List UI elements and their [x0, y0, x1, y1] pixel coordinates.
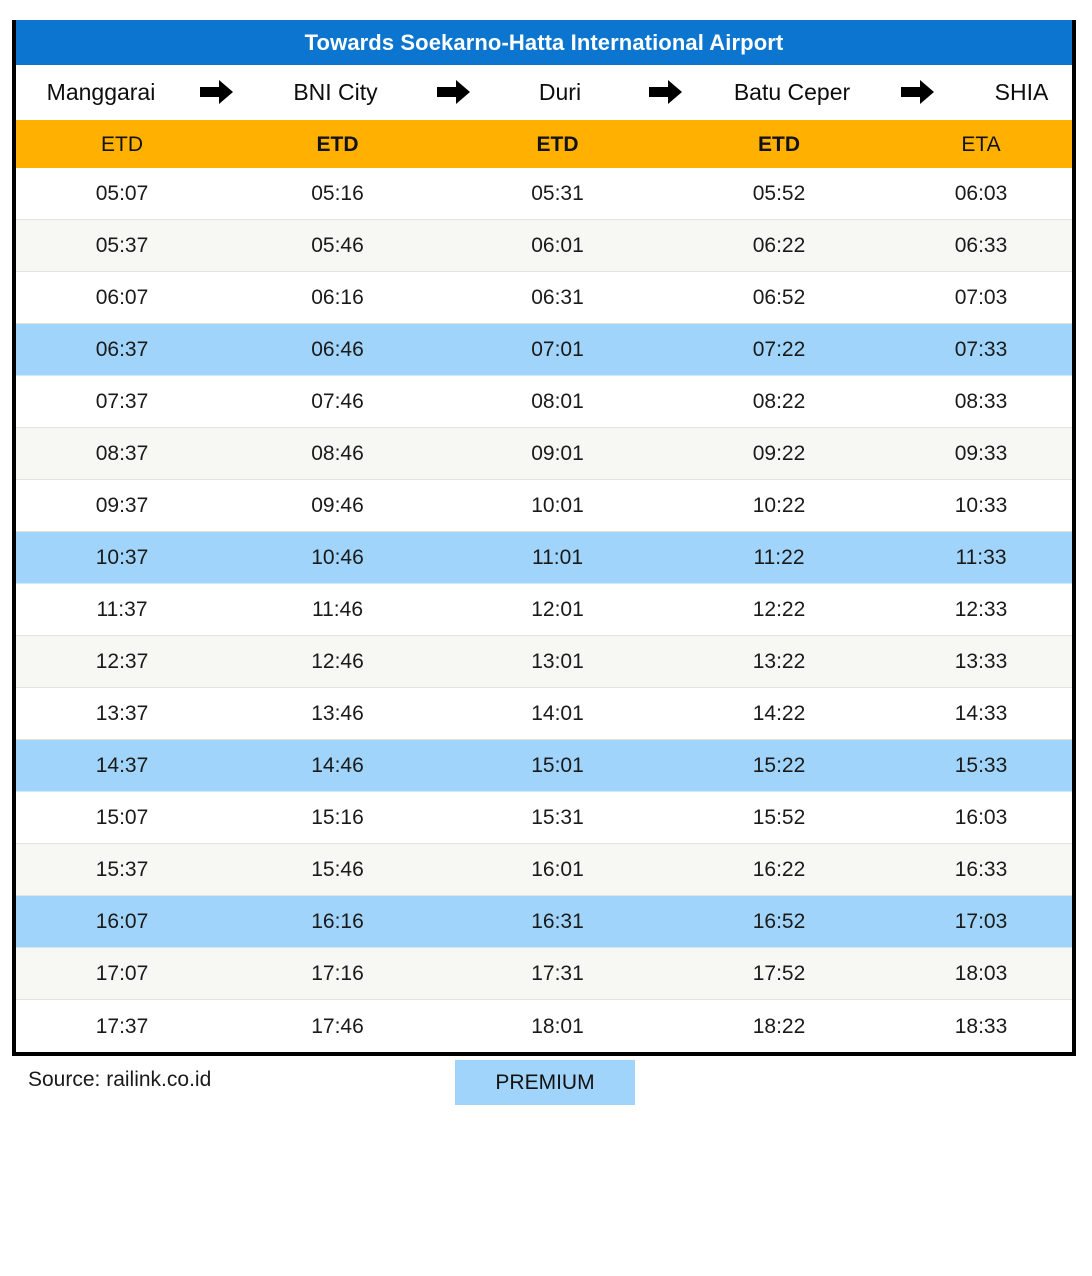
table-cell: 09:37 [95, 494, 149, 517]
table-cell: 09:22 [752, 442, 806, 465]
table-cell: 12:22 [752, 598, 806, 621]
table-row [16, 740, 1072, 792]
table-cell: 11:33 [955, 546, 1007, 569]
table-cell: 13:01 [531, 650, 584, 673]
time-type-shia: ETA [961, 132, 1001, 156]
table-cell: 17:46 [311, 1014, 364, 1038]
table-cell: 08:37 [95, 442, 149, 465]
table-cell: 05:16 [311, 182, 364, 205]
time-type-bni-city: ETD [316, 132, 359, 156]
table-row [16, 324, 1072, 376]
station-header-manggarai: Manggarai [46, 78, 156, 105]
schedule-rows [16, 168, 1072, 1052]
train-schedule-table [12, 20, 1076, 1056]
table-cell: 10:37 [95, 546, 149, 569]
table-cell: 09:46 [311, 494, 364, 517]
table-row [16, 636, 1072, 688]
table-cell: 06:31 [531, 286, 584, 309]
table-cell: 16:16 [311, 910, 364, 933]
table-cell: 09:33 [954, 442, 1008, 465]
table-row [16, 220, 1072, 272]
table-cell: 10:46 [311, 546, 364, 569]
station-header-bni-city: BNI City [293, 78, 378, 105]
time-type-batu-ceper: ETD [758, 132, 800, 156]
table-cell: 12:01 [531, 598, 584, 621]
table-cell: 08:22 [752, 390, 806, 413]
table-cell: 11:22 [753, 546, 805, 569]
table-title-bar [16, 20, 1072, 65]
table-cell: 16:22 [752, 858, 806, 881]
table-cell: 12:37 [95, 650, 149, 673]
table-cell: 15:07 [95, 806, 149, 829]
table-cell: 06:01 [531, 234, 584, 257]
table-cell: 17:03 [954, 910, 1008, 933]
table-cell: 09:01 [531, 442, 584, 465]
table-cell: 05:46 [311, 234, 364, 257]
time-type-manggarai: ETD [101, 132, 143, 156]
table-cell: 13:46 [311, 702, 364, 725]
table-cell: 15:16 [311, 806, 364, 829]
time-type-header-row [16, 120, 1072, 168]
table-cell: 06:46 [311, 338, 364, 361]
table-cell: 18:01 [531, 1014, 584, 1038]
table-cell: 06:07 [95, 286, 149, 309]
table-cell: 14:33 [954, 702, 1008, 725]
table-cell: 14:22 [752, 702, 806, 725]
table-cell: 13:22 [752, 650, 806, 673]
table-cell: 06:03 [954, 182, 1008, 205]
table-cell: 06:16 [311, 286, 364, 309]
station-header-batu-ceper: Batu Ceper [733, 78, 851, 105]
table-cell: 08:01 [531, 390, 584, 413]
table-cell: 07:46 [311, 390, 364, 413]
table-row [16, 584, 1072, 636]
table-cell: 15:22 [752, 754, 806, 777]
table-cell: 18:22 [752, 1014, 806, 1038]
table-row [16, 272, 1072, 324]
table-cell: 14:46 [311, 754, 364, 777]
premium-legend-badge: PREMIUM [455, 1060, 635, 1105]
table-cell: 11:37 [96, 598, 148, 621]
table-cell: 18:03 [954, 962, 1008, 985]
table-cell: 16:07 [95, 910, 149, 933]
table-cell: 16:33 [954, 858, 1008, 881]
table-cell: 10:33 [954, 494, 1008, 517]
table-cell: 06:33 [954, 234, 1008, 257]
table-cell: 10:01 [531, 494, 584, 517]
table-cell: 16:31 [531, 910, 584, 933]
arrow-right-icon [635, 79, 697, 105]
table-row [16, 896, 1072, 948]
source-attribution: Source: railink.co.id [28, 1068, 212, 1091]
table-row [16, 532, 1072, 584]
table-cell: 12:33 [954, 598, 1008, 621]
arrow-right-icon [186, 79, 248, 105]
table-cell: 15:52 [752, 806, 806, 829]
table-cell: 07:03 [954, 286, 1008, 309]
table-row [16, 376, 1072, 428]
table-cell: 15:33 [954, 754, 1008, 777]
table-cell: 07:01 [531, 338, 584, 361]
table-row [16, 428, 1072, 480]
time-type-duri: ETD [536, 132, 579, 156]
table-cell: 06:37 [95, 338, 149, 361]
table-cell: 07:33 [954, 338, 1008, 361]
table-cell: 17:07 [95, 962, 149, 985]
table-cell: 06:52 [752, 286, 806, 309]
table-cell: 16:03 [954, 806, 1008, 829]
table-cell: 15:01 [531, 754, 584, 777]
table-cell: 11:46 [312, 598, 363, 621]
table-row [16, 948, 1072, 1000]
table-cell: 08:46 [311, 442, 364, 465]
table-cell: 15:37 [95, 858, 149, 881]
table-row [16, 844, 1072, 896]
table-cell: 10:22 [752, 494, 806, 517]
arrow-right-icon [423, 79, 485, 105]
table-cell: 16:52 [752, 910, 806, 933]
table-cell: 15:31 [531, 806, 584, 829]
station-header-row [16, 65, 1072, 120]
arrow-right-icon [887, 79, 949, 105]
table-cell: 13:37 [95, 702, 149, 725]
table-cell: 07:37 [95, 390, 149, 413]
table-cell: 05:52 [752, 182, 806, 205]
table-cell: 14:01 [531, 702, 584, 725]
table-cell: 11:01 [532, 546, 583, 569]
table-cell: 15:46 [311, 858, 364, 881]
table-cell: 16:01 [531, 858, 584, 881]
table-footer [12, 1060, 1076, 1106]
table-cell: 17:37 [95, 1014, 149, 1038]
table-cell: 18:33 [954, 1014, 1008, 1038]
page-title: Towards Soekarno-Hatta International Airport [304, 29, 784, 55]
table-cell: 12:46 [311, 650, 364, 673]
table-row [16, 168, 1072, 220]
table-cell: 07:22 [752, 338, 806, 361]
table-row [16, 792, 1072, 844]
table-cell: 13:33 [954, 650, 1008, 673]
table-cell: 17:16 [311, 962, 364, 985]
table-cell: 05:07 [95, 182, 149, 205]
table-cell: 05:37 [95, 234, 149, 257]
table-row [16, 688, 1072, 740]
table-cell: 17:31 [531, 962, 584, 985]
station-header-duri: Duri [538, 78, 582, 105]
table-row [16, 1000, 1072, 1052]
table-cell: 14:37 [95, 754, 149, 777]
table-row [16, 480, 1072, 532]
table-cell: 06:22 [752, 234, 806, 257]
table-cell: 08:33 [954, 390, 1008, 413]
table-cell: 17:52 [752, 962, 806, 985]
table-cell: 05:31 [531, 182, 584, 205]
station-header-shia: SHIA [994, 78, 1049, 105]
